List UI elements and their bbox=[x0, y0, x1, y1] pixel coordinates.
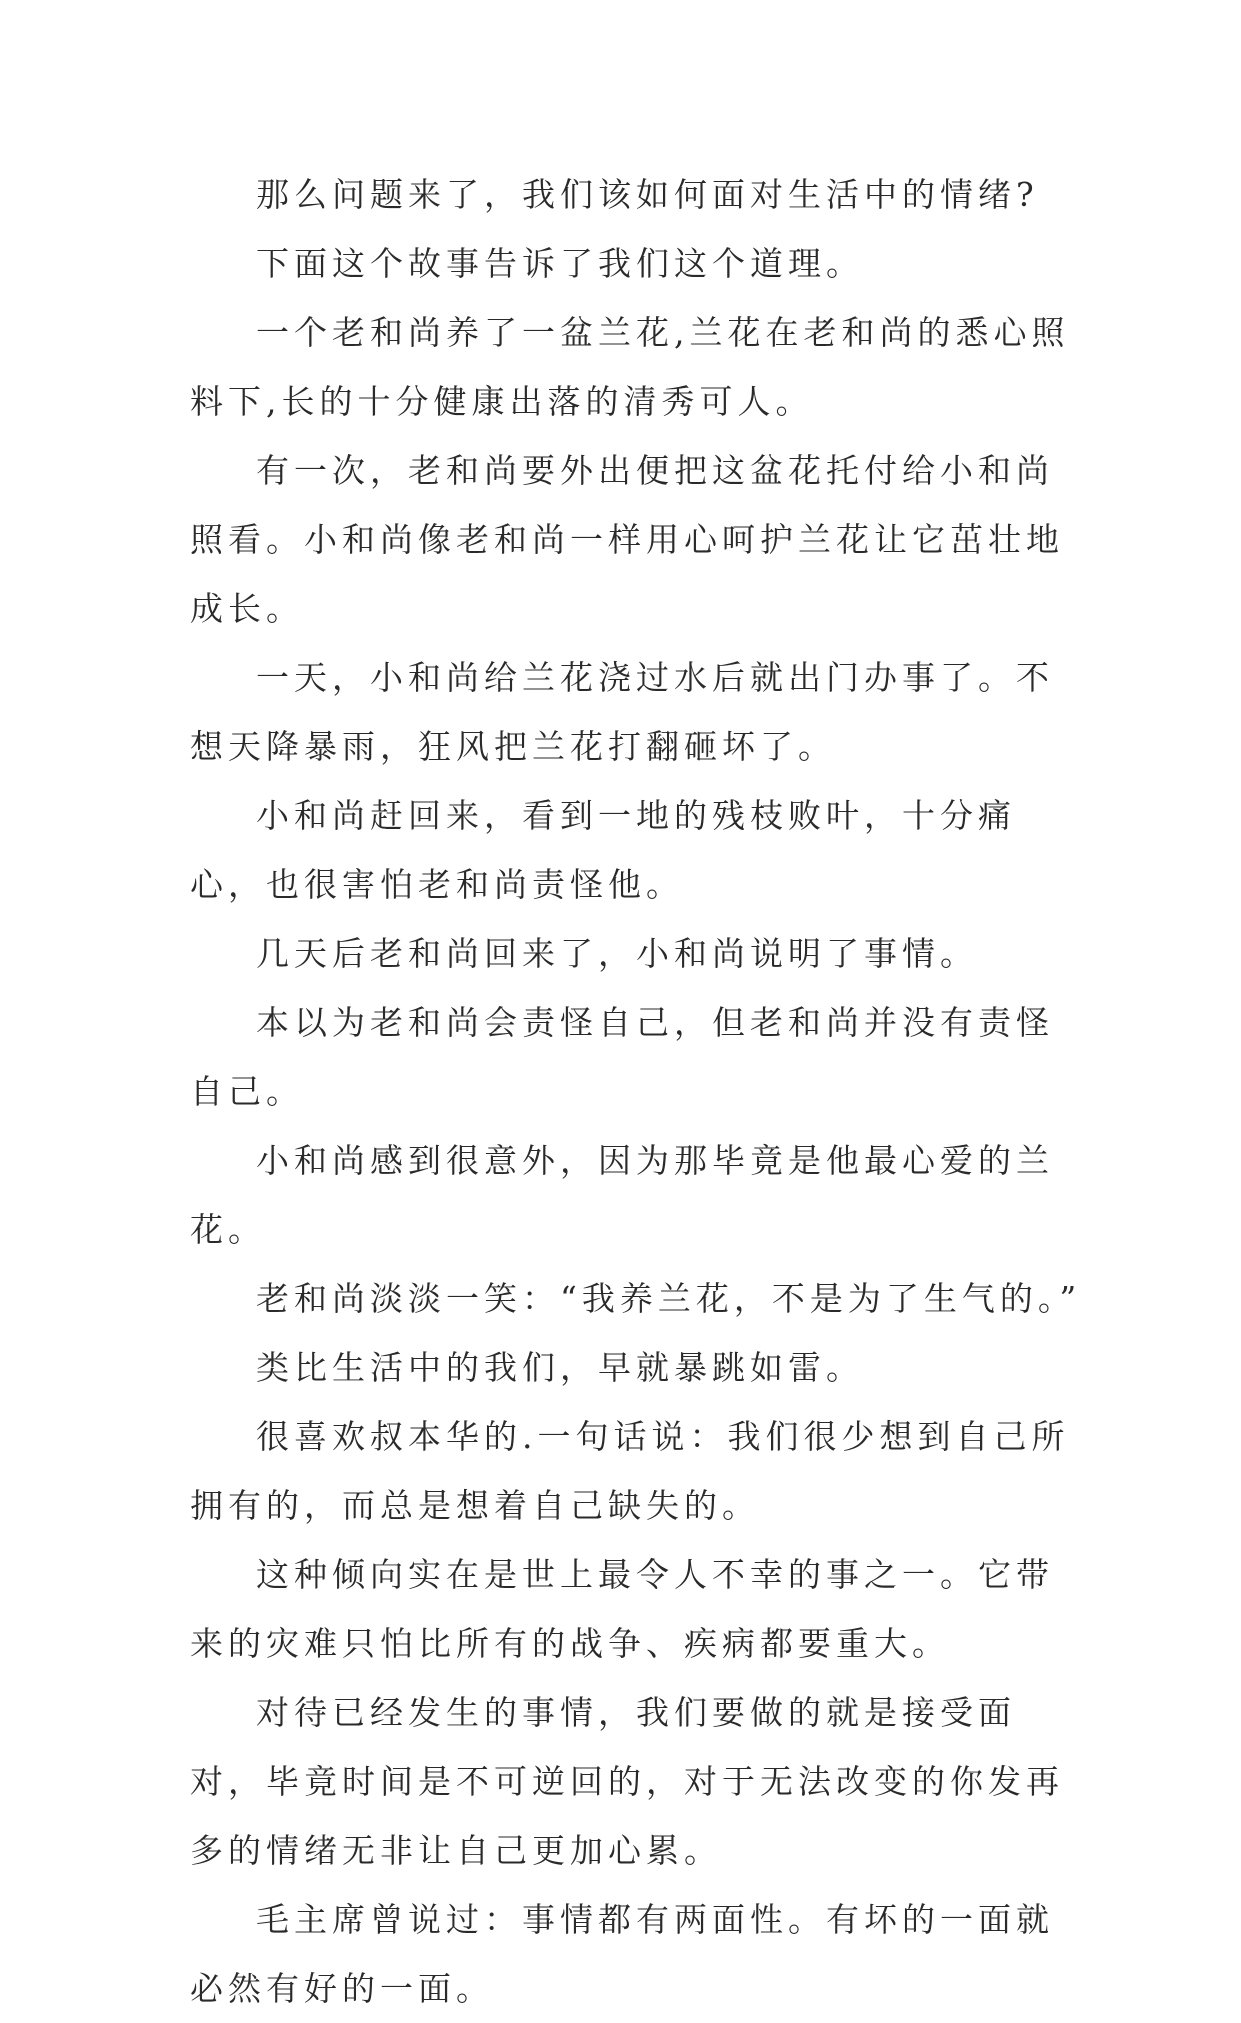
paragraph: 那么问题来了，我们该如何面对生活中的情绪? bbox=[256, 175, 1039, 214]
paragraph: 这种倾向实在是世上最令人不幸的事之一。它带来的灾难只怕比所有的战争、疾病都要重大。 bbox=[190, 1555, 1054, 1663]
paragraph: 下面这个故事告诉了我们这个道理。 bbox=[256, 244, 864, 283]
paragraph: 毛主席曾说过：事情都有两面性。有坏的一面就必然有好的一面。 bbox=[190, 1900, 1054, 2008]
paragraph: 小和尚感到很意外，因为那毕竟是他最心爱的兰花。 bbox=[190, 1141, 1054, 1249]
paragraph: 老和尚淡淡一笑：“我养兰花，不是为了生气的。” bbox=[256, 1279, 1082, 1318]
paragraph: 小和尚赶回来，看到一地的残枝败叶，十分痛心，也很害怕老和尚责怪他。 bbox=[190, 796, 1016, 904]
paragraph: 几天后老和尚回来了，小和尚说明了事情。 bbox=[256, 934, 978, 973]
document-body bbox=[190, 160, 1090, 2023]
paragraph: 类比生活中的我们，早就暴跳如雷。 bbox=[256, 1348, 864, 1387]
paragraph: 一天，小和尚给兰花浇过水后就出门办事了。不想天降暴雨，狂风把兰花打翻砸坏了。 bbox=[190, 658, 1054, 766]
paragraph: 很喜欢叔本华的.一句话说：我们很少想到自己所拥有的，而总是想着自己缺失的。 bbox=[190, 1417, 1070, 1525]
paragraph: 本以为老和尚会责怪自己，但老和尚并没有责怪自己。 bbox=[190, 1003, 1054, 1111]
paragraph: 对待已经发生的事情，我们要做的就是接受面对，毕竟时间是不可逆回的，对于无法改变的你发再多的情绪无非让自己更加心累。 bbox=[190, 1693, 1064, 1870]
paragraph: 一个老和尚养了一盆兰花,兰花在老和尚的悉心照料下,长的十分健康出落的清秀可人。 bbox=[190, 313, 1070, 421]
paragraph: 有一次，老和尚要外出便把这盆花托付给小和尚照看。小和尚像老和尚一样用心呵护兰花让它茁壮地成长。 bbox=[190, 451, 1064, 628]
